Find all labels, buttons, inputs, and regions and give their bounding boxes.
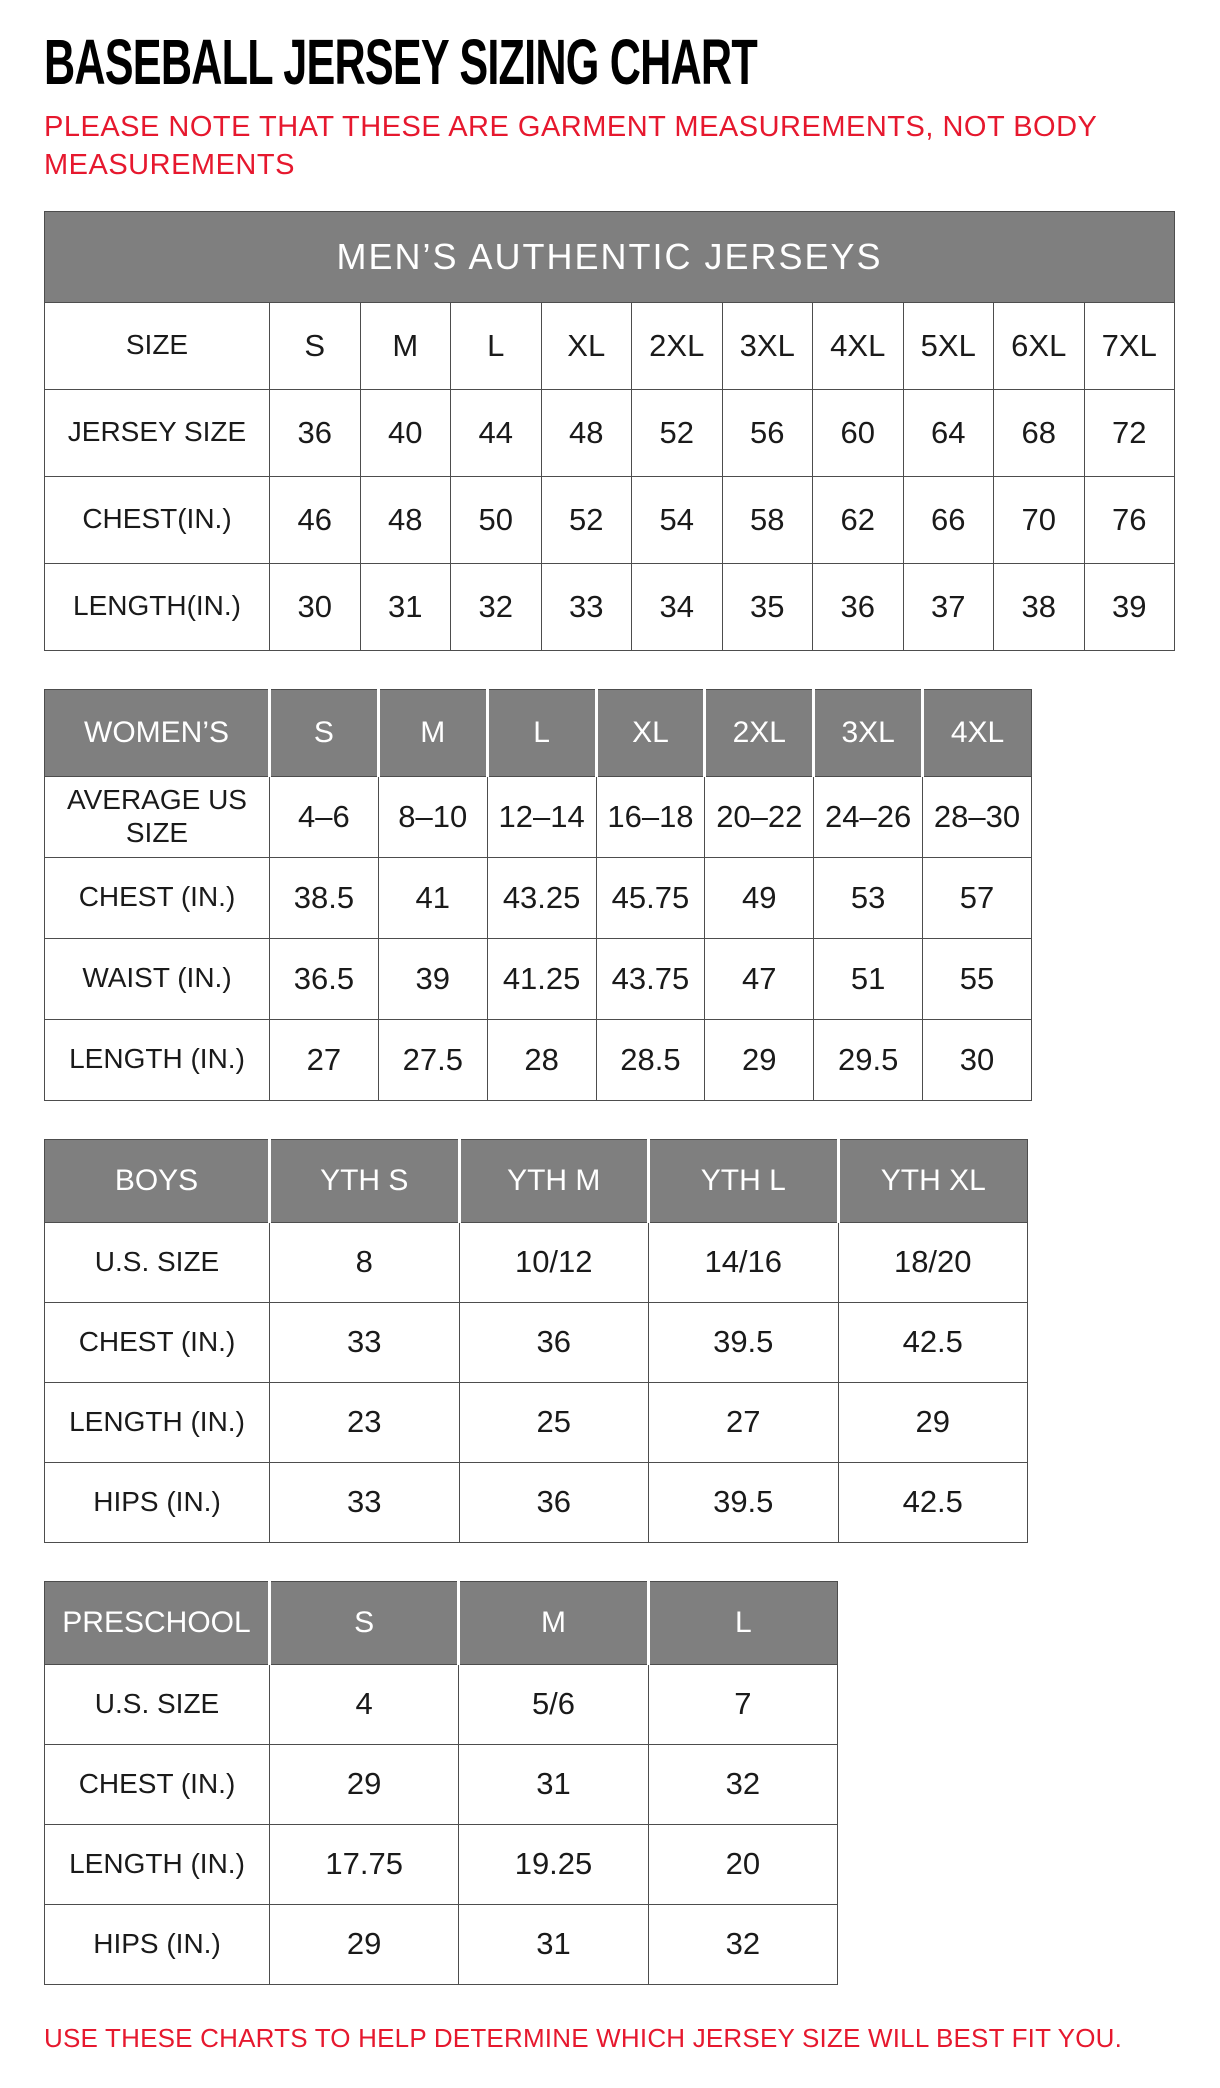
boys-header-label: BOYS: [45, 1139, 270, 1222]
row-label: LENGTH(IN.): [45, 563, 270, 650]
cell-value: L: [451, 302, 542, 389]
cell-value: 62: [813, 476, 904, 563]
cell-value: 48: [541, 389, 632, 476]
preschool-size-table: [44, 1581, 838, 1985]
cell-value: 39.5: [649, 1302, 839, 1382]
row-label: CHEST (IN.): [45, 857, 270, 938]
mens-table-row: [45, 389, 1175, 476]
row-label: CHEST (IN.): [45, 1302, 270, 1382]
preschool-table-row: [45, 1904, 838, 1984]
cell-value: 38: [994, 563, 1085, 650]
womens-header-size-column: L: [487, 689, 596, 776]
cell-value: 30: [270, 563, 361, 650]
cell-value: 17.75: [270, 1824, 459, 1904]
cell-value: 28–30: [923, 776, 1032, 857]
cell-value: 41: [378, 857, 487, 938]
cell-value: 58: [722, 476, 813, 563]
cell-value: 44: [451, 389, 542, 476]
cell-value: 34: [632, 563, 723, 650]
cell-value: 33: [541, 563, 632, 650]
cell-value: 3XL: [722, 302, 813, 389]
cell-value: 19.25: [459, 1824, 648, 1904]
cell-value: 27.5: [378, 1019, 487, 1100]
row-label: JERSEY SIZE: [45, 389, 270, 476]
mens-table-row: [45, 563, 1175, 650]
cell-value: 64: [903, 389, 994, 476]
cell-value: 51: [814, 938, 923, 1019]
cell-value: 46: [270, 476, 361, 563]
cell-value: 29: [705, 1019, 814, 1100]
cell-value: 66: [903, 476, 994, 563]
cell-value: 50: [451, 476, 542, 563]
cell-value: 20: [648, 1824, 837, 1904]
cell-value: 5/6: [459, 1664, 648, 1744]
cell-value: 53: [814, 857, 923, 938]
cell-value: 55: [923, 938, 1032, 1019]
cell-value: 38.5: [270, 857, 379, 938]
footer-note: USE THESE CHARTS TO HELP DETERMINE WHICH JERSEY SIZE WILL BEST FIT YOU.: [44, 2022, 1123, 2053]
womens-header-size-column: 2XL: [705, 689, 814, 776]
cell-value: 27: [649, 1382, 839, 1462]
cell-value: 35: [722, 563, 813, 650]
cell-value: 20–22: [705, 776, 814, 857]
cell-value: 16–18: [596, 776, 705, 857]
cell-value: 41.25: [487, 938, 596, 1019]
preschool-header-label: PRESCHOOL: [45, 1581, 270, 1664]
cell-value: 32: [648, 1904, 837, 1984]
cell-value: 31: [360, 563, 451, 650]
cell-value: 33: [270, 1462, 460, 1542]
cell-value: 37: [903, 563, 994, 650]
cell-value: S: [270, 302, 361, 389]
cell-value: 42.5: [838, 1462, 1028, 1542]
boys-table-row: [45, 1382, 1028, 1462]
cell-value: 10/12: [459, 1222, 649, 1302]
cell-value: 32: [451, 563, 542, 650]
row-label: U.S. SIZE: [45, 1222, 270, 1302]
cell-value: 36: [459, 1462, 649, 1542]
cell-value: 42.5: [838, 1302, 1028, 1382]
cell-value: 43.75: [596, 938, 705, 1019]
row-label: SIZE: [45, 302, 270, 389]
cell-value: 29: [270, 1904, 459, 1984]
cell-value: 45.75: [596, 857, 705, 938]
cell-value: 39: [378, 938, 487, 1019]
page-title: BASEBALL JERSEY SIZING CHART: [44, 27, 757, 98]
cell-value: 70: [994, 476, 1085, 563]
cell-value: 7XL: [1084, 302, 1175, 389]
cell-value: 2XL: [632, 302, 723, 389]
cell-value: 31: [459, 1744, 648, 1824]
cell-value: 52: [541, 476, 632, 563]
boys-header-size-column: YTH L: [649, 1139, 839, 1222]
cell-value: 28.5: [596, 1019, 705, 1100]
row-label: LENGTH (IN.): [45, 1019, 270, 1100]
womens-header-size-column: 3XL: [814, 689, 923, 776]
cell-value: 5XL: [903, 302, 994, 389]
preschool-header-size-column: M: [459, 1581, 648, 1664]
preschool-table-row: [45, 1664, 838, 1744]
cell-value: 60: [813, 389, 904, 476]
cell-value: 39: [1084, 563, 1175, 650]
mens-size-table: [44, 211, 1175, 651]
row-label: HIPS (IN.): [45, 1904, 270, 1984]
cell-value: 8: [270, 1222, 460, 1302]
cell-value: 47: [705, 938, 814, 1019]
cell-value: 76: [1084, 476, 1175, 563]
boys-table-row: [45, 1302, 1028, 1382]
cell-value: 49: [705, 857, 814, 938]
preschool-header-size-column: L: [648, 1581, 837, 1664]
cell-value: 8–10: [378, 776, 487, 857]
cell-value: 36: [459, 1302, 649, 1382]
mens-table-row: [45, 302, 1175, 389]
cell-value: 14/16: [649, 1222, 839, 1302]
womens-header-size-column: 4XL: [923, 689, 1032, 776]
cell-value: 36.5: [270, 938, 379, 1019]
row-label: AVERAGE US SIZE: [45, 776, 270, 857]
boys-header-size-column: YTH XL: [838, 1139, 1028, 1222]
cell-value: 23: [270, 1382, 460, 1462]
cell-value: 29: [270, 1744, 459, 1824]
womens-header-size-column: M: [378, 689, 487, 776]
row-label: HIPS (IN.): [45, 1462, 270, 1542]
cell-value: M: [360, 302, 451, 389]
cell-value: 18/20: [838, 1222, 1028, 1302]
cell-value: 48: [360, 476, 451, 563]
row-label: LENGTH (IN.): [45, 1824, 270, 1904]
cell-value: 39.5: [649, 1462, 839, 1542]
row-label: CHEST(IN.): [45, 476, 270, 563]
cell-value: 25: [459, 1382, 649, 1462]
womens-header-size-column: XL: [596, 689, 705, 776]
cell-value: 36: [270, 389, 361, 476]
cell-value: 31: [459, 1904, 648, 1984]
boys-table-row: [45, 1462, 1028, 1542]
womens-table-row: [45, 938, 1032, 1019]
cell-value: 57: [923, 857, 1032, 938]
cell-value: 4: [270, 1664, 459, 1744]
cell-value: 33: [270, 1302, 460, 1382]
mens-table-row: [45, 476, 1175, 563]
cell-value: 36: [813, 563, 904, 650]
cell-value: 30: [923, 1019, 1032, 1100]
cell-value: 52: [632, 389, 723, 476]
womens-table-row: [45, 776, 1032, 857]
womens-header-label: WOMEN’S: [45, 689, 270, 776]
cell-value: 28: [487, 1019, 596, 1100]
cell-value: 27: [270, 1019, 379, 1100]
size-tables-container: [44, 211, 1176, 1985]
womens-size-table: [44, 689, 1032, 1101]
cell-value: 56: [722, 389, 813, 476]
boys-header-size-column: YTH S: [270, 1139, 460, 1222]
cell-value: 24–26: [814, 776, 923, 857]
cell-value: XL: [541, 302, 632, 389]
cell-value: 43.25: [487, 857, 596, 938]
cell-value: 7: [648, 1664, 837, 1744]
cell-value: 40: [360, 389, 451, 476]
preschool-table-row: [45, 1824, 838, 1904]
cell-value: 32: [648, 1744, 837, 1824]
boys-table-row: [45, 1222, 1028, 1302]
row-label: LENGTH (IN.): [45, 1382, 270, 1462]
boys-size-table: [44, 1139, 1028, 1543]
cell-value: 4–6: [270, 776, 379, 857]
garment-measurement-note: PLEASE NOTE THAT THESE ARE GARMENT MEASUREMENTS, NOT BODY MEASUREMENTS: [44, 111, 1097, 182]
row-label: WAIST (IN.): [45, 938, 270, 1019]
cell-value: 12–14: [487, 776, 596, 857]
preschool-table-row: [45, 1744, 838, 1824]
preschool-header-size-column: S: [270, 1581, 459, 1664]
womens-table-row: [45, 857, 1032, 938]
mens-table-banner: MEN’S AUTHENTIC JERSEYS: [45, 211, 1175, 302]
boys-header-size-column: YTH M: [459, 1139, 649, 1222]
cell-value: 29.5: [814, 1019, 923, 1100]
cell-value: 72: [1084, 389, 1175, 476]
womens-table-row: [45, 1019, 1032, 1100]
cell-value: 4XL: [813, 302, 904, 389]
row-label: U.S. SIZE: [45, 1664, 270, 1744]
cell-value: 6XL: [994, 302, 1085, 389]
cell-value: 29: [838, 1382, 1028, 1462]
row-label: CHEST (IN.): [45, 1744, 270, 1824]
cell-value: 68: [994, 389, 1085, 476]
cell-value: 54: [632, 476, 723, 563]
womens-header-size-column: S: [270, 689, 379, 776]
